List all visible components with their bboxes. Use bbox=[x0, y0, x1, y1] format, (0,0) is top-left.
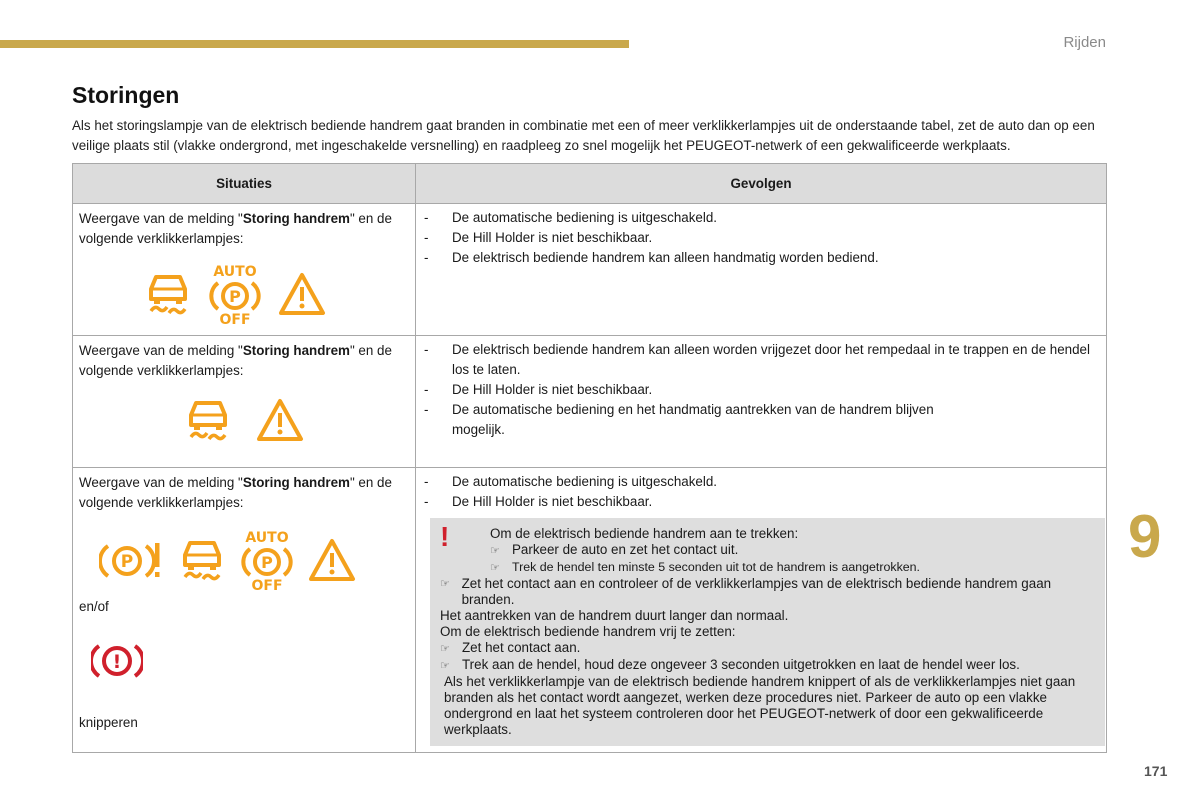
consequence-cell bbox=[416, 336, 1107, 468]
pointing-hand-icon: ☞ bbox=[490, 562, 500, 574]
pointing-hand-icon: ☞ bbox=[440, 643, 450, 655]
note-line: Om de elektrisch bediende handrem aan te trekken: bbox=[490, 526, 799, 541]
svg-text:P: P bbox=[120, 552, 134, 572]
svg-text:P: P bbox=[261, 553, 273, 572]
top-accent-bar bbox=[0, 40, 629, 48]
warning-triangle-icon bbox=[277, 271, 327, 317]
note-line: ☞ Parkeer de auto en zet het contact uit. bbox=[490, 542, 739, 557]
situation-cell bbox=[73, 336, 416, 468]
pointing-hand-icon: ☞ bbox=[490, 545, 500, 557]
list-item: - De elektrisch bediende handrem kan alleen handmatig worden bediend. bbox=[424, 248, 1098, 268]
warning-note-box bbox=[430, 518, 1105, 746]
column-header-situaties: Situaties bbox=[73, 164, 416, 204]
list-item: - De automatische bediening en het handmatig aantrekken van de handrem blijven mogelijk. bbox=[424, 400, 1098, 440]
table-row bbox=[73, 204, 1107, 336]
brake-red-icon bbox=[91, 641, 143, 681]
p-fault-icon bbox=[99, 538, 163, 582]
column-header-gevolgen: Gevolgen bbox=[416, 164, 1107, 204]
consequence-cell bbox=[416, 468, 1107, 753]
situation-text: Weergave van de melding "Storing handrem" en de volgende verklikkerlampjes: bbox=[79, 475, 392, 510]
svg-text:AUTO: AUTO bbox=[213, 264, 257, 280]
svg-text:P: P bbox=[229, 287, 241, 306]
table-row bbox=[73, 468, 1107, 753]
svg-text:OFF: OFF bbox=[251, 578, 283, 591]
note-line: Als het verklikkerlampje van de elektrisch bediende handrem knippert of als de verklikkerlampjes niet gaan branden als het contact wordt aangezet, werken deze procedures niet. Parkeer de auto op een vlakke ondergrond en laat het systeem controleren door het PEUGEOT-netwerk of door een gekwalificeerde werkplaats. bbox=[444, 674, 1076, 737]
intro-paragraph: Als het storingslampje van de elektrisch bediende handrem gaat branden in combinatie met een of meer verklikkerlampjes uit de onderstaande tabel, zet de auto dan op een veilige plaats stil (vlakke ondergrond, met ingeschakelde versnelling) en raadpleeg zo snel mogelijk het PEUGEOT-netwerk of een gekwalificeerde werkplaats. bbox=[72, 118, 1095, 153]
note-line: ☞ Trek aan de hendel, houd deze ongeveer 3 seconden uitgetrokken en laat de hendel weer los. bbox=[440, 657, 1020, 672]
table-row bbox=[73, 336, 1107, 468]
traction-icon bbox=[183, 395, 233, 445]
svg-text:OFF: OFF bbox=[219, 312, 251, 325]
list-item: - De automatische bediening is uitgeschakeld. bbox=[424, 208, 1098, 228]
pointing-hand-icon: ☞ bbox=[440, 578, 450, 590]
list-item: - De elektrisch bediende handrem kan alleen worden vrijgezet door het rempedaal in te trappen en de hendel los te laten. bbox=[424, 340, 1098, 380]
svg-text:AUTO: AUTO bbox=[245, 530, 289, 546]
note-line: ☞ Zet het contact aan en controleer of de verklikkerlampjes van de elektrisch bediende handrem gaan branden. bbox=[440, 576, 1052, 607]
warning-triangle-icon bbox=[307, 537, 357, 583]
red-exclamation-icon: ! bbox=[440, 521, 450, 552]
warning-triangle-icon bbox=[255, 397, 305, 443]
icons-row bbox=[99, 529, 409, 591]
note-line: Om de elektrisch bediende handrem vrij te zetten: bbox=[440, 624, 736, 639]
page-title: Storingen bbox=[72, 82, 180, 108]
list-item: - De Hill Holder is niet beschikbaar. bbox=[424, 380, 1098, 400]
note-line: Het aantrekken van de handrem duurt langer dan normaal. bbox=[440, 608, 789, 623]
brake-icon-wrap bbox=[91, 641, 409, 687]
svg-text:!: ! bbox=[112, 651, 122, 673]
table-header-row bbox=[73, 164, 1107, 204]
fault-table bbox=[72, 163, 1107, 753]
auto-p-off-icon bbox=[209, 263, 261, 325]
note-line: ☞ Trek de hendel ten minste 5 seconden uit tot de handrem is aangetrokken. bbox=[490, 560, 920, 574]
note-line: ☞ Zet het contact aan. bbox=[440, 640, 581, 655]
list-item: - De Hill Holder is niet beschikbaar. bbox=[424, 492, 1098, 512]
page-number: 171 bbox=[1144, 763, 1168, 779]
icons-row bbox=[143, 263, 409, 325]
section-name: Rijden bbox=[1063, 34, 1106, 51]
list-item: - De automatische bediening is uitgeschakeld. bbox=[424, 472, 1098, 492]
auto-p-off-icon bbox=[241, 529, 293, 591]
consequence-list bbox=[424, 208, 1098, 268]
situation-cell bbox=[73, 204, 416, 336]
traction-icon bbox=[177, 535, 227, 585]
consequence-cell bbox=[416, 204, 1107, 336]
consequence-list bbox=[424, 340, 1098, 440]
traction-icon bbox=[143, 269, 193, 319]
pointing-hand-icon: ☞ bbox=[440, 660, 450, 672]
situation-text: Weergave van de melding "Storing handrem" en de volgende verklikkerlampjes: bbox=[79, 211, 392, 246]
blink-label: knipperen bbox=[79, 715, 138, 730]
chapter-number: 9 bbox=[1128, 503, 1162, 570]
situation-cell bbox=[73, 468, 416, 753]
list-item: - De Hill Holder is niet beschikbaar. bbox=[424, 228, 1098, 248]
icons-row bbox=[183, 395, 409, 445]
and-or-label: en/of bbox=[79, 599, 109, 614]
consequence-list bbox=[424, 472, 1098, 512]
situation-text: Weergave van de melding "Storing handrem" en de volgende verklikkerlampjes: bbox=[79, 343, 392, 378]
